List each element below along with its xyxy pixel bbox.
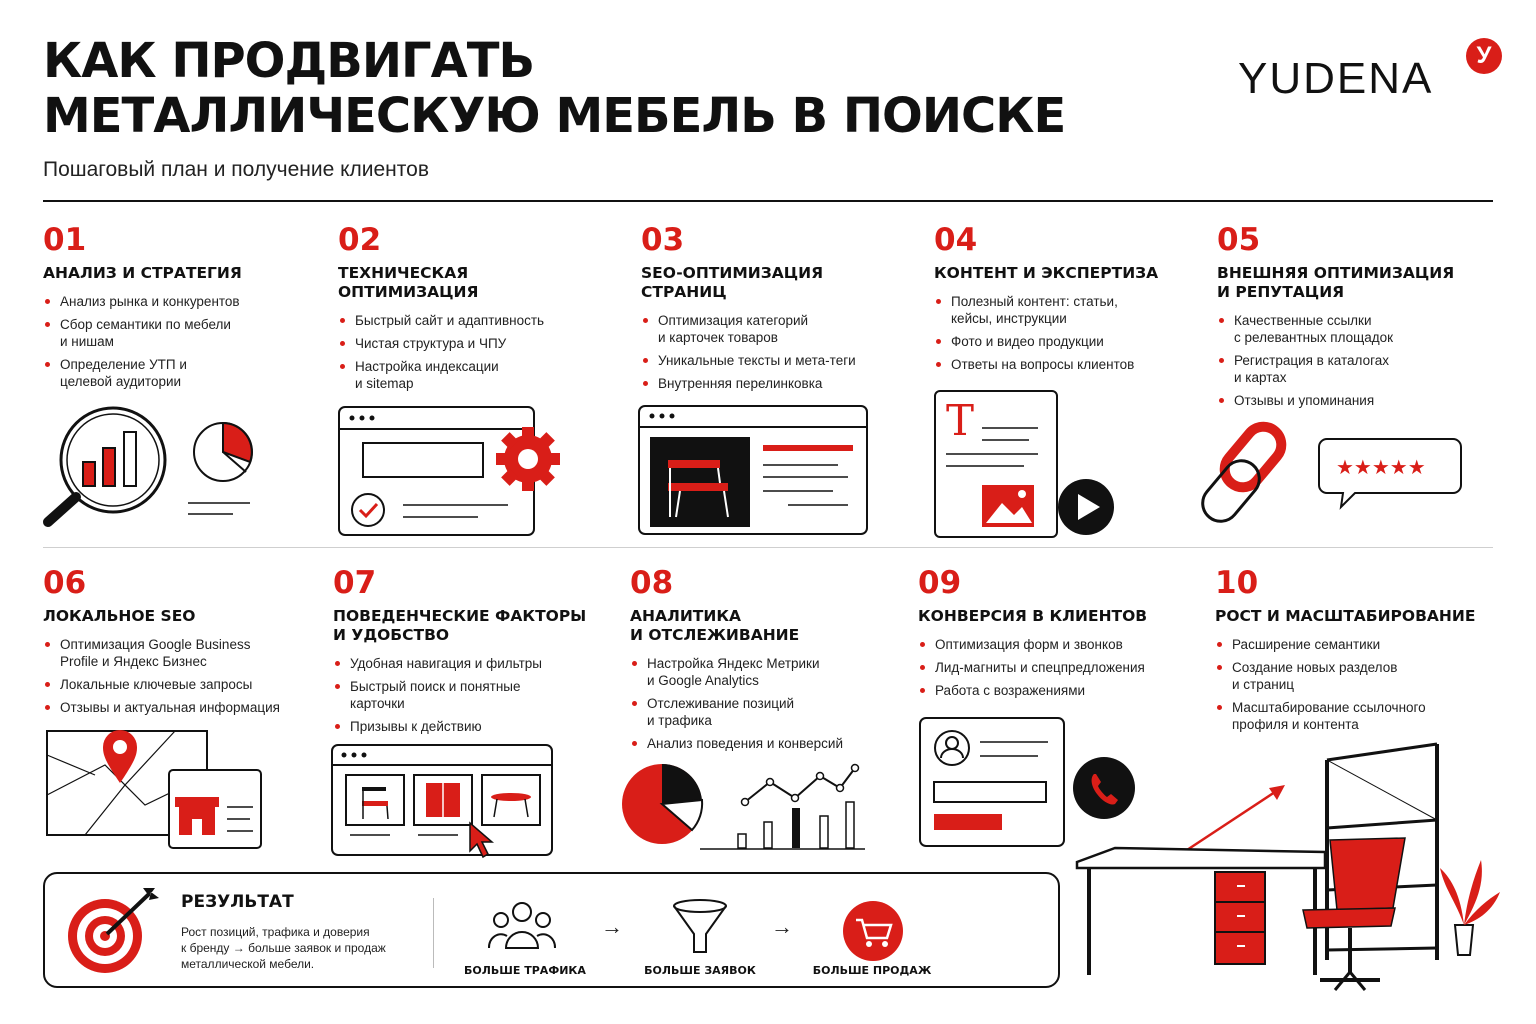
bullet-item: Настройка Яндекс Метрики и Google Analytics: [630, 655, 900, 689]
step-bullets: [641, 312, 901, 392]
step-03: [641, 222, 901, 398]
step-title: РОСТ И МАСШТАБИРОВАНИЕ: [1215, 607, 1476, 625]
logo-badge: У: [1466, 38, 1502, 74]
page-title: [43, 34, 1065, 144]
bullet-item: Масштабирование ссылочного профиля и контента: [1215, 699, 1495, 733]
result-text: Рост позиций, трафика и доверия к бренду → больше заявок и продаж металлической мебели.: [181, 925, 386, 971]
result-item-sales: БОЛЬШЕ ПРОДАЖ: [812, 964, 932, 977]
step-bullets: [630, 655, 900, 752]
step-title: ЛОКАЛЬНОЕ SEO: [43, 607, 196, 625]
content-illustration: [934, 390, 1119, 540]
header-divider: [43, 200, 1493, 202]
step-number: 07: [333, 565, 377, 601]
user-avatar-icon: [935, 731, 969, 765]
cabinet-thumb-icon: [426, 783, 460, 817]
local-seo-illustration: [45, 725, 270, 850]
bullet-item: Быстрый сайт и адаптивность: [338, 312, 598, 329]
step-bullets: [333, 655, 603, 735]
reputation-illustration: [1205, 415, 1465, 525]
arrow-right-icon: →: [601, 914, 623, 939]
text-letter-icon: T: [946, 396, 975, 445]
bullet-item: Ответы на вопросы клиентов: [934, 356, 1194, 373]
pie-chart-icon: [622, 764, 702, 844]
step-bullets: [43, 636, 313, 716]
row-divider: [43, 547, 1493, 548]
bullet-item: Оптимизация форм и звонков: [918, 636, 1188, 653]
bullet-item: Создание новых разделов и страниц: [1215, 659, 1495, 693]
step-number: 01: [43, 222, 87, 258]
step-title: КОНТЕНТ И ЭКСПЕРТИЗА: [934, 264, 1159, 282]
plant-icon: [1440, 860, 1500, 955]
title-line-2: МЕТАЛЛИЧЕСКУЮ МЕБЕЛЬ В ПОИСКЕ: [43, 88, 1066, 144]
image-icon: [982, 485, 1034, 527]
bullet-item: Отзывы и упоминания: [1217, 392, 1487, 409]
bullet-item: Призывы к действию: [333, 718, 603, 735]
bullet-item: Работа с возражениями: [918, 682, 1188, 699]
step-04: [934, 222, 1194, 379]
step-bullets: [1215, 636, 1495, 733]
target-icon: [63, 884, 163, 976]
bullet-item: Полезный контент: статьи, кейсы, инструкции: [934, 293, 1194, 327]
bullet-item: Фото и видео продукции: [934, 333, 1194, 350]
step-bullets: [43, 293, 303, 390]
bullet-item: Отзывы и актуальная информация: [43, 699, 313, 716]
browser-window-icon: [339, 407, 534, 535]
step-05: [1217, 222, 1487, 415]
store-icon: [175, 797, 219, 835]
bullet-item: Анализ поведения и конверсий: [630, 735, 900, 752]
result-title: РЕЗУЛЬТАТ: [181, 892, 294, 912]
bullet-item: Внутренняя перелинковка: [641, 375, 901, 392]
step-09: [918, 565, 1188, 705]
play-icon: [1058, 479, 1114, 535]
review-bubble-icon: [1319, 439, 1461, 507]
step-number: 08: [630, 565, 674, 601]
result-item-leads: БОЛЬШЕ ЗАЯВОК: [644, 964, 756, 977]
bullet-item: Качественные ссылки с релевантных площадок: [1217, 312, 1487, 346]
step-number: 10: [1215, 565, 1259, 601]
line-chart-icon: [742, 765, 859, 806]
bullet-item: Лид-магниты и спецпредложения: [918, 659, 1188, 676]
step-number: 03: [641, 222, 685, 258]
step-01: [43, 222, 303, 396]
brand-logo: [1238, 42, 1508, 108]
logo-text: YUDENA: [1238, 54, 1434, 103]
bullet-item: Анализ рынка и конкурентов: [43, 293, 303, 310]
magnifier-icon: [48, 408, 165, 522]
step-title: АНАЛИТИКА И ОТСЛЕЖИВАНИЕ: [630, 607, 800, 644]
link-chain-icon: [1195, 419, 1288, 528]
bullet-item: Регистрация в каталогах и картах: [1217, 352, 1487, 386]
step-10: [1215, 565, 1495, 739]
step-07: [333, 565, 603, 741]
tech-illustration: [338, 405, 563, 540]
bullet-item: Сбор семантики по мебели и нишам: [43, 316, 303, 350]
step-bullets: [1217, 312, 1487, 409]
step-number: 05: [1217, 222, 1261, 258]
step-title: ПОВЕДЕНЧЕСКИЕ ФАКТОРЫ И УДОБСТВО: [333, 607, 587, 644]
cart-icon: [842, 900, 904, 962]
step-title: АНАЛИЗ И СТРАТЕГИЯ: [43, 264, 242, 282]
page-subtitle: Пошаговый план и получение клиентов: [43, 158, 429, 181]
result-divider: [433, 898, 434, 968]
bullet-item: Определение УТП и целевой аудитории: [43, 356, 303, 390]
bullet-item: Оптимизация категорий и карточек товаров: [641, 312, 901, 346]
desk-icon: [1077, 848, 1325, 975]
funnel-icon: [670, 898, 730, 956]
seo-page-illustration: [638, 405, 870, 537]
step-06: [43, 565, 313, 722]
growth-arrow-icon: [1187, 785, 1285, 850]
step-number: 02: [338, 222, 382, 258]
result-panel: [43, 872, 1060, 988]
step-number: 09: [918, 565, 962, 601]
bullet-item: Расширение семантики: [1215, 636, 1495, 653]
step-bullets: [918, 636, 1188, 699]
step-number: 04: [934, 222, 978, 258]
step-number: 06: [43, 565, 87, 601]
step-title: SEO-ОПТИМИЗАЦИЯ СТРАНИЦ: [641, 264, 824, 301]
step-bullets: [934, 293, 1194, 373]
step-02: [338, 222, 598, 398]
bullet-item: Быстрый поиск и понятные карточки: [333, 678, 603, 712]
step-title: ТЕХНИЧЕСКАЯ ОПТИМИЗАЦИЯ: [338, 264, 479, 301]
behavior-illustration: [330, 743, 555, 863]
bullet-item: Настройка индексации и sitemap: [338, 358, 598, 392]
bullet-item: Отслеживание позиций и трафика: [630, 695, 900, 729]
bar-chart-icon: [700, 802, 865, 849]
gear-icon: [496, 427, 560, 491]
bullet-item: Чистая структура и ЧПУ: [338, 335, 598, 352]
analysis-illustration: [38, 400, 268, 530]
analytics-illustration: [620, 760, 870, 852]
step-bullets: [338, 312, 598, 392]
bullet-item: Удобная навигация и фильтры: [333, 655, 603, 672]
bullet-item: Оптимизация Google Business Profile и Яндекс Бизнес: [43, 636, 313, 670]
arrow-right-icon: →: [771, 914, 793, 939]
growth-illustration: [1075, 740, 1515, 1000]
pie-chart-icon: [194, 423, 252, 481]
step-08: [630, 565, 900, 758]
title-line-1: КАК ПРОДВИГАТЬ: [43, 33, 535, 89]
step-title: ВНЕШНЯЯ ОПТИМИЗАЦИЯ И РЕПУТАЦИЯ: [1217, 264, 1455, 301]
step-title: КОНВЕРСИЯ В КЛИЕНТОВ: [918, 607, 1148, 625]
bullet-item: Локальные ключевые запросы: [43, 676, 313, 693]
bullet-item: Уникальные тексты и мета-теги: [641, 352, 901, 369]
svg-text:★★★★★: ★★★★★: [1336, 455, 1426, 479]
result-item-traffic: БОЛЬШЕ ТРАФИКА: [464, 964, 586, 977]
users-icon: [487, 900, 557, 952]
